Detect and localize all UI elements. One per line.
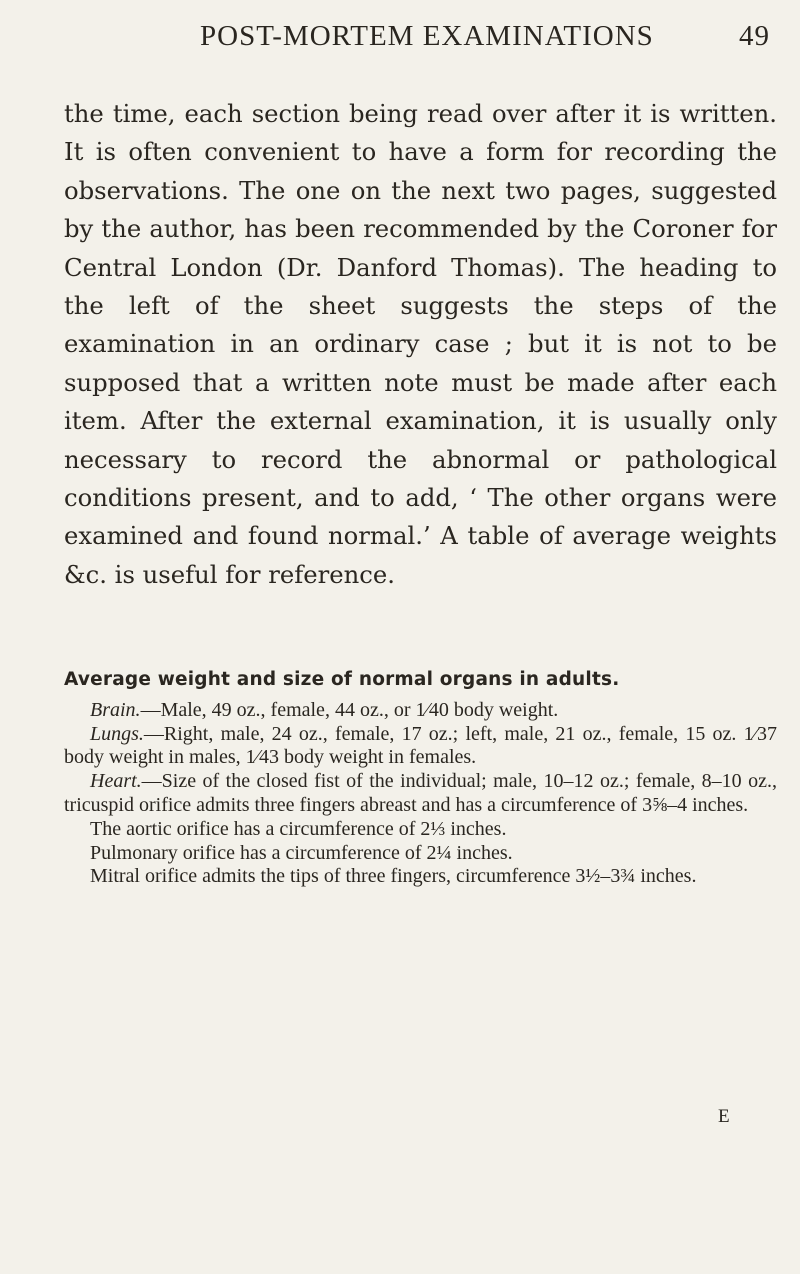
entry-label: Lungs. [90,722,144,745]
entry-text: —Size of the closed fist of the individual; male, 10–12 oz.; female, 8–10 oz., tricuspid orifice admits three fingers abreast and has a circumference of 3⅝–4 inches. [64,770,777,816]
page-number: 49 [739,20,770,52]
table-entry-heart [64,770,777,818]
entry-text: The aortic orifice has a circumference of 2⅓ inches. [90,817,507,840]
entry-text: —Right, male, 24 oz., female, 17 oz.; left, male, 21 oz., female, 15 oz. 1⁄37 body weight in males, 1⁄43 body weight in females. [64,722,777,769]
table-entry-brain [64,699,777,723]
table-title: Average weight and size of normal organs in adults. [64,669,620,690]
running-title: POST-MORTEM EXAMINATIONS [200,20,654,52]
table-entry-mitral [64,865,777,889]
table-entry-pulmonary [64,842,777,866]
entry-text: Pulmonary orifice has a circumference of 2¼ inches. [90,841,513,864]
entry-label: Brain. [90,698,141,721]
table-entry-aortic [64,818,777,842]
entry-text: Mitral orifice admits the tips of three fingers, circumference 3½–3¾ inches. [90,865,697,888]
entry-text: —Male, 49 oz., female, 44 oz., or 1⁄40 body weight. [140,698,559,721]
running-header [200,20,770,60]
body-paragraph: the time, each section being read over after it is written. It is often convenient to have a form for recording the observations. The one on the next two pages, suggested by the author, has been recommended by the Coroner for Central London (Dr. Danford Thomas). The heading to the left of the sheet suggests the steps of the examination in an ordinary case ; but it is not to be supposed that a written note must be made after each item. After the external examination, it is usually only necessary to record the abnormal or pathological conditions present, and to add, ‘ The other organs were examined and found normal.’ A table of average weights &c. is useful for reference. [64,99,777,589]
entry-label: Heart. [90,770,142,793]
signature-mark: E [718,1106,730,1127]
table-entry-lungs [64,723,777,771]
weights-table [64,668,777,889]
